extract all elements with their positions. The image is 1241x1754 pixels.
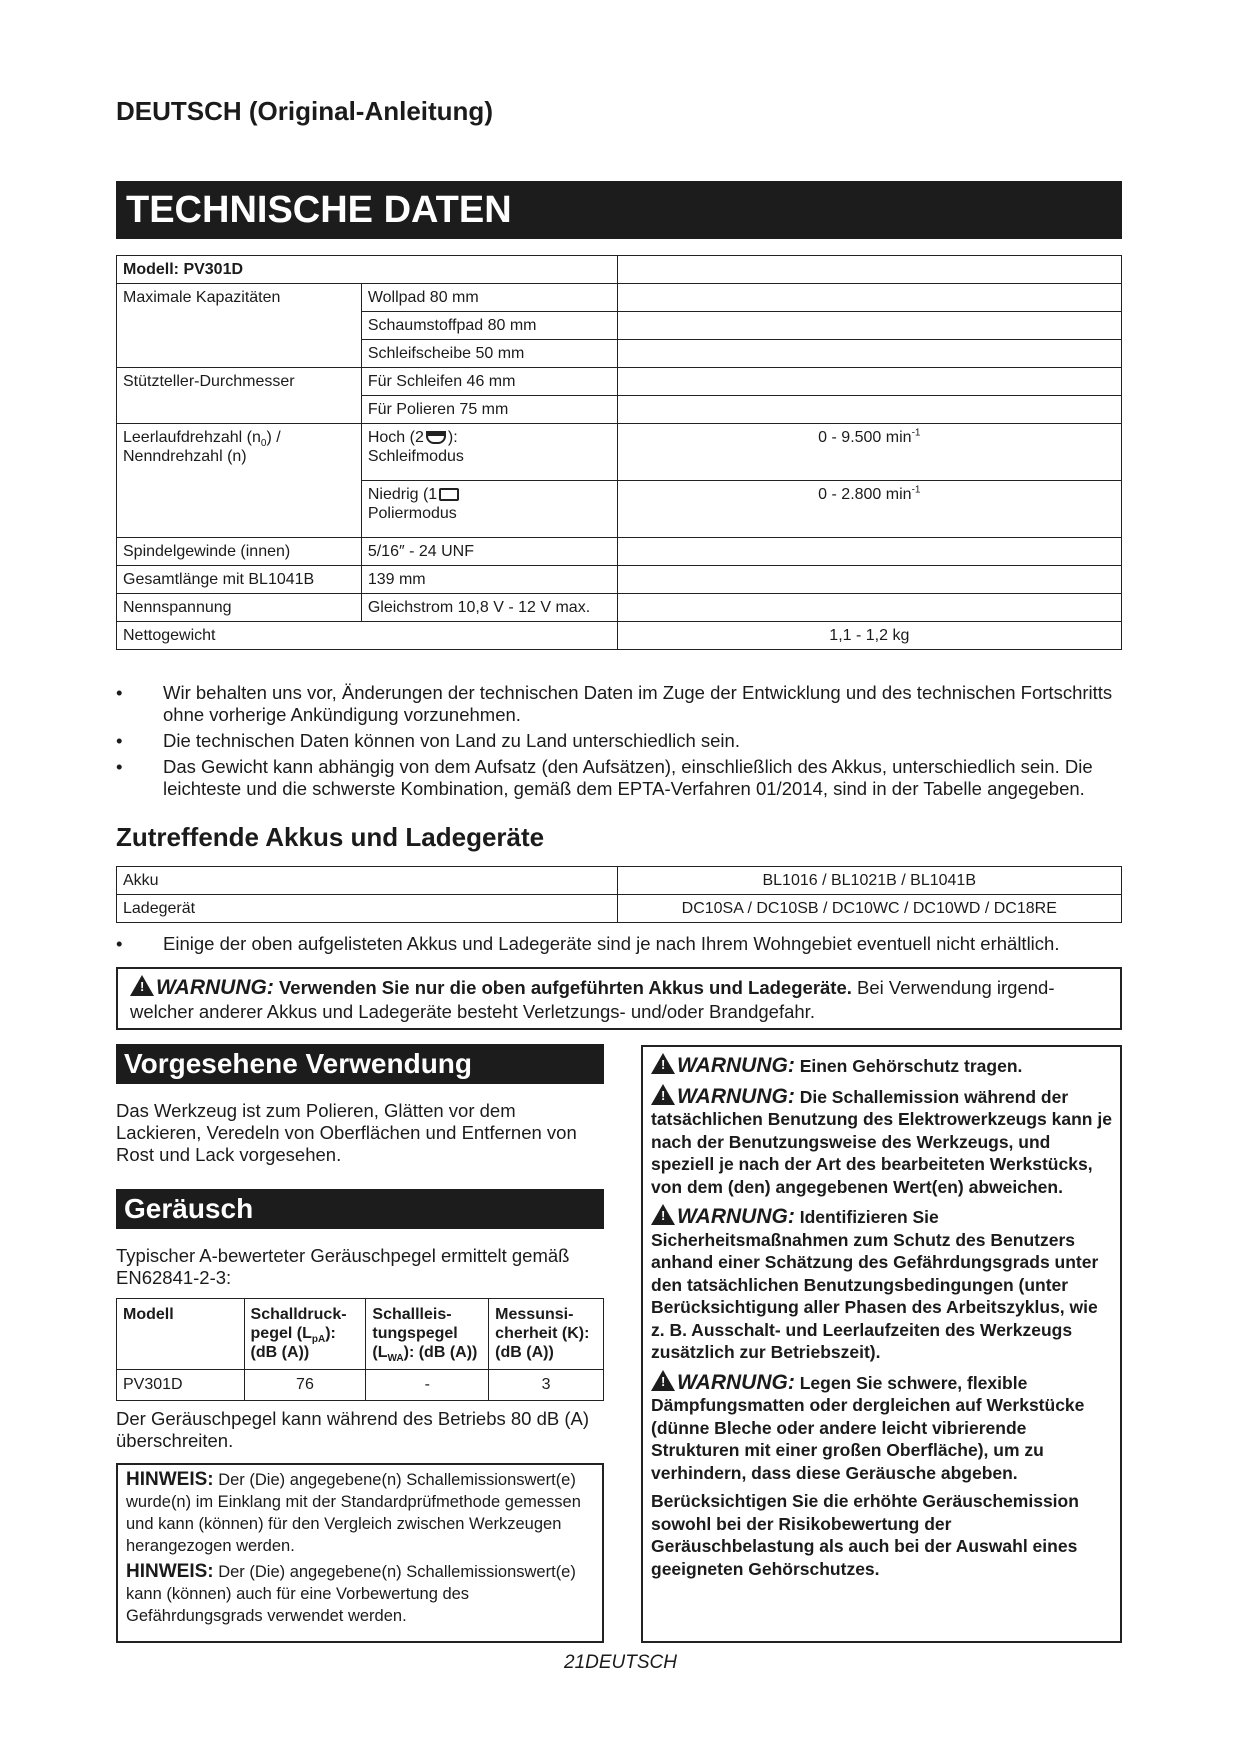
battery-row: [117, 867, 1122, 895]
technical-data-title: TECHNISCHE DATEN: [116, 181, 1122, 239]
noise-warnings-box: [641, 1045, 1122, 1643]
warning-icon: !: [651, 1370, 675, 1391]
warning-1: ! WARNUNG: Einen Gehörschutz tragen.: [651, 1053, 1112, 1078]
spec-row-voltage: [117, 594, 1122, 622]
charger-value: DC10SA / DC10SB / DC10WC / DC10WD / DC18RE: [617, 895, 1122, 923]
intended-use-text: Das Werkzeug ist zum Polieren, Glätten vor dem Lackieren, Veredeln von Oberflächen und Entfernen von Rost und Lack vorgesehen.: [116, 1100, 577, 1165]
intended-use-heading: Vorgesehene Verwendung: [116, 1044, 604, 1084]
polishing-mode-icon: [439, 488, 459, 501]
length-value: 139 mm: [361, 566, 617, 594]
low-speed-value: 0 - 2.800 $\min^{-1}$: [617, 481, 1121, 538]
note-item: • Das Gewicht kann abhängig von dem Aufsatz (den Aufsätzen), einschließlich des Akkus, unterschiedlich sein. Die leichteste und die schwerste Kombination, gemäß dem EPTA-Verfahren 01/2014, sind in der Tabelle angegeben.: [116, 756, 1122, 800]
warning-4: ! WARNUNG: Legen Sie schwere, flexible Dämpfungsmatten oder dergleichen auf Werkstücke (dünne Bleche oder andere leicht vibrierende Strukturen mit einer großen Oberfläche), um zu verhindern, dass diese Geräusche abgeben.: [651, 1370, 1085, 1483]
spec-row-length: [117, 566, 1122, 594]
hinweis-2: HINWEIS: Der (Die) angegebene(n) Schallemissionswert(e) kann (können) auch für eine Vorbewertung des Gefährdungsgrads verwendet werden.: [126, 1561, 576, 1625]
akku-label: Akku: [117, 867, 618, 895]
noise-data-row: [117, 1370, 604, 1401]
model-label: Modell: PV301D: [117, 256, 618, 284]
col-pressure: Schalldruck-pegel $(L_{pA})$: (dB (A)): [244, 1299, 366, 1370]
speed-label: Leerlaufdrehzahl $(n_0)$ / Nenndrehzahl (n): [117, 424, 362, 538]
voltage-label: Nennspannung: [117, 594, 362, 622]
low-mode-cell: Niedrig (1 Poliermodus: [361, 481, 617, 538]
spec-row-backing: [117, 368, 1122, 396]
for-polishing: Für Polieren 75 mm: [361, 396, 617, 424]
note-item: • Einige der oben aufgelisteten Akkus und Ladegeräte sind je nach Ihrem Wohngebiet eventuell nicht erhältlich.: [116, 933, 1122, 955]
warning-text: Bei Verwendung irgendwelcher anderer Akkus und Ladegeräte besteht Verletzungs- und/oder Brandgefahr.: [130, 977, 1055, 1022]
warning-3: ! WARNUNG: Identifizieren Sie Sicherheitsmaßnahmen zum Schutz des Benutzers anhand einer Schätzung des Gefährdungsgrads unter den tatsächlichen Benutzungsbedingungen (unter Berücksichtigung aller Phasen des Arbeitszyklus, wie z. B. Ausschalt- und Leerlaufzeiten des Werkzeugs zusätzlich zur Betriebszeit).: [651, 1205, 1099, 1362]
warning-icon: !: [651, 1084, 675, 1105]
spec-row-capacity: [117, 284, 1122, 312]
backing-pad-label: Stützteller-Durchmesser: [117, 368, 362, 424]
hinweis-1: HINWEIS: Der (Die) angegebene(n) Schallemissionswert(e) wurde(n) im Einklang mit der Standardprüfmethode gemessen und kann (können) für den Vergleich zwischen Werkzeugen herangezogen werden.: [126, 1469, 581, 1555]
battery-warning-box: [116, 967, 1122, 1030]
sanding-mode-icon: [426, 431, 446, 444]
warning-icon: !: [651, 1204, 675, 1225]
spindle-label: Spindelgewinde (innen): [117, 538, 362, 566]
col-model: Modell: [117, 1299, 245, 1370]
spec-row-speed-high: [117, 424, 1122, 481]
warning-icon: !: [130, 975, 154, 996]
warning-2: ! WARNUNG: Die Schallemission während der tatsächlichen Benutzung des Elektrowerkzeugs kann je nach der Benutzungsweise des Werkzeugs, und speziell je nach der Art des bearbeiteten Werkstücks, von dem (den) angegebenen Wert(en) abweichen.: [651, 1084, 1112, 1197]
weight-value: 1,1 - 1,2 kg: [617, 622, 1121, 650]
spec-row-model: [117, 256, 1122, 284]
batteries-heading: Zutreffende Akkus und Ladegeräte: [116, 822, 545, 852]
max-capacity-label: Maximale Kapazitäten: [117, 284, 362, 368]
cell-power: -: [366, 1370, 489, 1401]
foam-pad: Schaumstoffpad 80 mm: [361, 312, 617, 340]
spec-notes-list: [116, 682, 1122, 804]
warning-closing: Berücksichtigen Sie die erhöhte Geräuschemission sowohl bei der Risikobewertung der Geräuschbelastung als auch bei der Auswahl eines geeigneten Gehörschutzes.: [651, 1491, 1079, 1579]
noise-intro: Typischer A-bewerteter Geräuschpegel ermittelt gemäß EN62841-2-3:: [116, 1245, 570, 1288]
noise-table: [116, 1298, 604, 1401]
charger-label: Ladegerät: [117, 895, 618, 923]
warning-icon: !: [651, 1053, 675, 1074]
cell-model: PV301D: [117, 1370, 245, 1401]
note-item: • Die technischen Daten können von Land zu Land unterschiedlich sein.: [116, 730, 1122, 752]
cell-uncertainty: 3: [489, 1370, 604, 1401]
high-speed-value: 0 - 9.500 $\min^{-1}$: [617, 424, 1121, 481]
high-mode-cell: Hoch (2 ): Schleifmodus: [361, 424, 617, 481]
noise-exceed-text: Der Geräuschpegel kann während des Betriebs 80 dB (A) überschreiten.: [116, 1408, 590, 1451]
spindle-value: 5/16″ - 24 UNF: [361, 538, 617, 566]
for-sanding: Für Schleifen 46 mm: [361, 368, 617, 396]
wool-pad: Wollpad 80 mm: [361, 284, 617, 312]
weight-label: Nettogewicht: [117, 622, 618, 650]
cell-pressure: 76: [244, 1370, 366, 1401]
noise-header-row: [117, 1299, 604, 1370]
spec-row-spindle: [117, 538, 1122, 566]
noise-heading: Geräusch: [116, 1189, 604, 1229]
col-power: Schallleis-tungspegel $(L_{WA})$: (dB (A)): [366, 1299, 489, 1370]
warning-bold-text: Verwenden Sie nur die oben aufgeführten Akkus und Ladegeräte.: [278, 977, 852, 998]
col-uncertainty: Messunsi-cherheit (K): (dB (A)): [489, 1299, 604, 1370]
batteries-notes: [116, 933, 1122, 959]
akku-value: BL1016 / BL1021B / BL1041B: [617, 867, 1122, 895]
length-label: Gesamtlänge mit BL1041B: [117, 566, 362, 594]
voltage-value: Gleichstrom 10,8 V - 12 V max.: [361, 594, 617, 622]
spec-row-weight: [117, 622, 1122, 650]
charger-row: [117, 895, 1122, 923]
sanding-disc: Schleifscheibe 50 mm: [361, 340, 617, 368]
note-item: • Wir behalten uns vor, Änderungen der technischen Daten im Zuge der Entwicklung und des technischen Fortschritts ohne vorherige Ankündigung vorzunehmen.: [116, 682, 1122, 726]
warning-label: WARNUNG:: [156, 976, 274, 999]
hinweis-box: [116, 1463, 604, 1643]
language-heading: DEUTSCH (Original-Anleitung): [116, 96, 493, 126]
batteries-table: [116, 866, 1122, 923]
page-footer: 21DEUTSCH: [564, 1652, 677, 1673]
specs-table: [116, 255, 1122, 650]
